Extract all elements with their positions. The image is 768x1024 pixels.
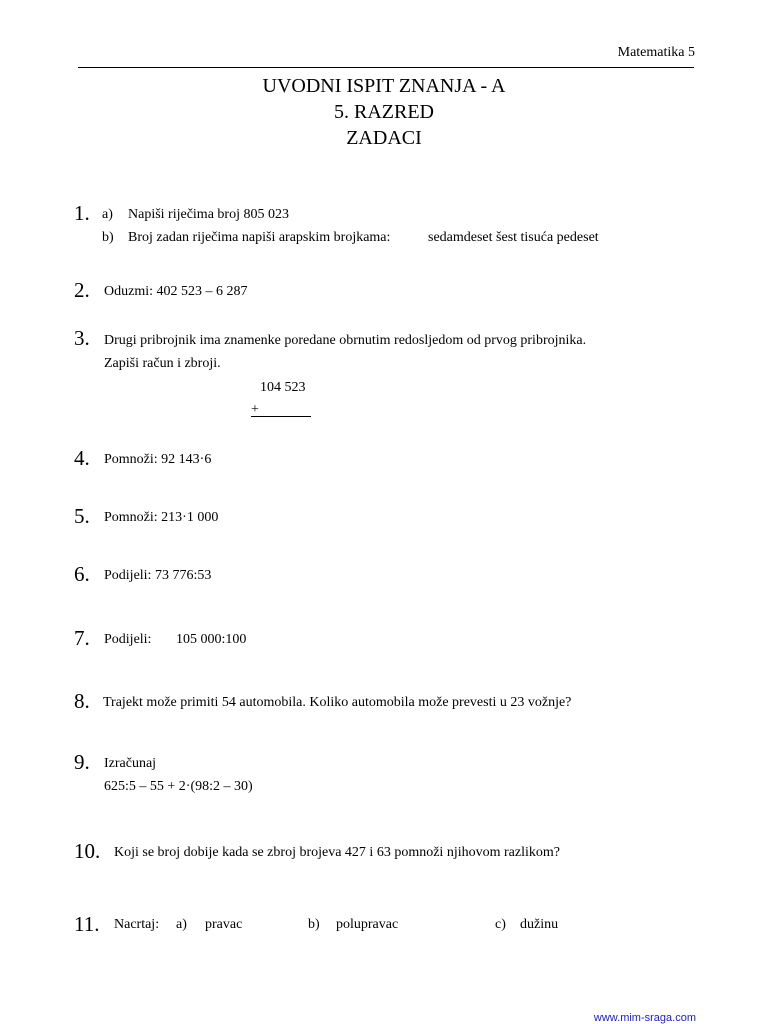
task-text: Koji se broj dobije kada se zbroj brojeva 427 i 63 pomnoži njihovom razlikom? bbox=[114, 845, 560, 860]
task-number: 11. bbox=[74, 912, 100, 936]
subtask-answer-words: sedamdeset šest tisuća pedeset bbox=[428, 230, 599, 245]
title-line-1: UVODNI ISPIT ZNANJA - A bbox=[262, 75, 506, 97]
sum-underline bbox=[251, 416, 311, 417]
task-number: 1. bbox=[74, 201, 90, 225]
task-number: 5. bbox=[74, 504, 90, 528]
task-expression: 105 000:100 bbox=[176, 632, 247, 647]
subtask-marker: b) bbox=[308, 917, 320, 932]
task-text: Trajekt može primiti 54 automobila. Koliko automobila može prevesti u 23 vožnje? bbox=[103, 695, 572, 710]
task-text: Podijeli: 73 776:53 bbox=[104, 568, 212, 583]
subtask-text: Broj zadan riječima napiši arapskim brojkama: bbox=[128, 230, 391, 245]
subtask-text: dužinu bbox=[520, 917, 559, 932]
task-number: 9. bbox=[74, 750, 90, 774]
task-expression: 625:5 – 55 + 2·(98:2 – 30) bbox=[104, 779, 253, 794]
addend-value: 104 523 bbox=[260, 380, 306, 395]
header-subject: Matematika 5 bbox=[617, 45, 695, 60]
subtask-marker: c) bbox=[495, 917, 506, 932]
subtask-text: Napiši riječima broj 805 023 bbox=[128, 207, 289, 222]
subtask-marker: b) bbox=[102, 230, 114, 245]
task-text: Zapiši račun i zbroji. bbox=[104, 356, 221, 371]
task-text: Izračunaj bbox=[104, 756, 157, 771]
task-text: Drugi pribrojnik ima znamenke poredane obrnutim redosljedom od prvog pribrojnika. bbox=[104, 333, 587, 348]
task-number: 2. bbox=[74, 278, 90, 302]
subtask-text: polupravac bbox=[336, 917, 399, 932]
task-number: 10. bbox=[74, 839, 101, 863]
task-number: 8. bbox=[74, 689, 90, 713]
task-text: Oduzmi: 402 523 – 6 287 bbox=[104, 284, 248, 299]
task-label: Podijeli: bbox=[104, 632, 152, 647]
task-number: 3. bbox=[74, 326, 90, 350]
title-line-3: ZADACI bbox=[346, 127, 422, 149]
plus-sign: + bbox=[251, 402, 259, 417]
task-number: 4. bbox=[74, 446, 90, 470]
title-line-2: 5. RAZRED bbox=[334, 101, 434, 123]
task-text: Pomnoži: 92 143·6 bbox=[104, 452, 212, 467]
page-title bbox=[0, 73, 768, 151]
footer-website-link[interactable]: www.mim-sraga.com bbox=[593, 1012, 696, 1024]
header-divider bbox=[78, 67, 694, 68]
subtask-text: pravac bbox=[205, 917, 243, 932]
subtask-marker: a) bbox=[176, 917, 187, 932]
task-number: 6. bbox=[74, 562, 90, 586]
task-text: Pomnoži: 213·1 000 bbox=[104, 510, 219, 525]
task-label: Nacrtaj: bbox=[114, 917, 160, 932]
subtask-marker: a) bbox=[102, 207, 113, 222]
task-number: 7. bbox=[74, 626, 90, 650]
